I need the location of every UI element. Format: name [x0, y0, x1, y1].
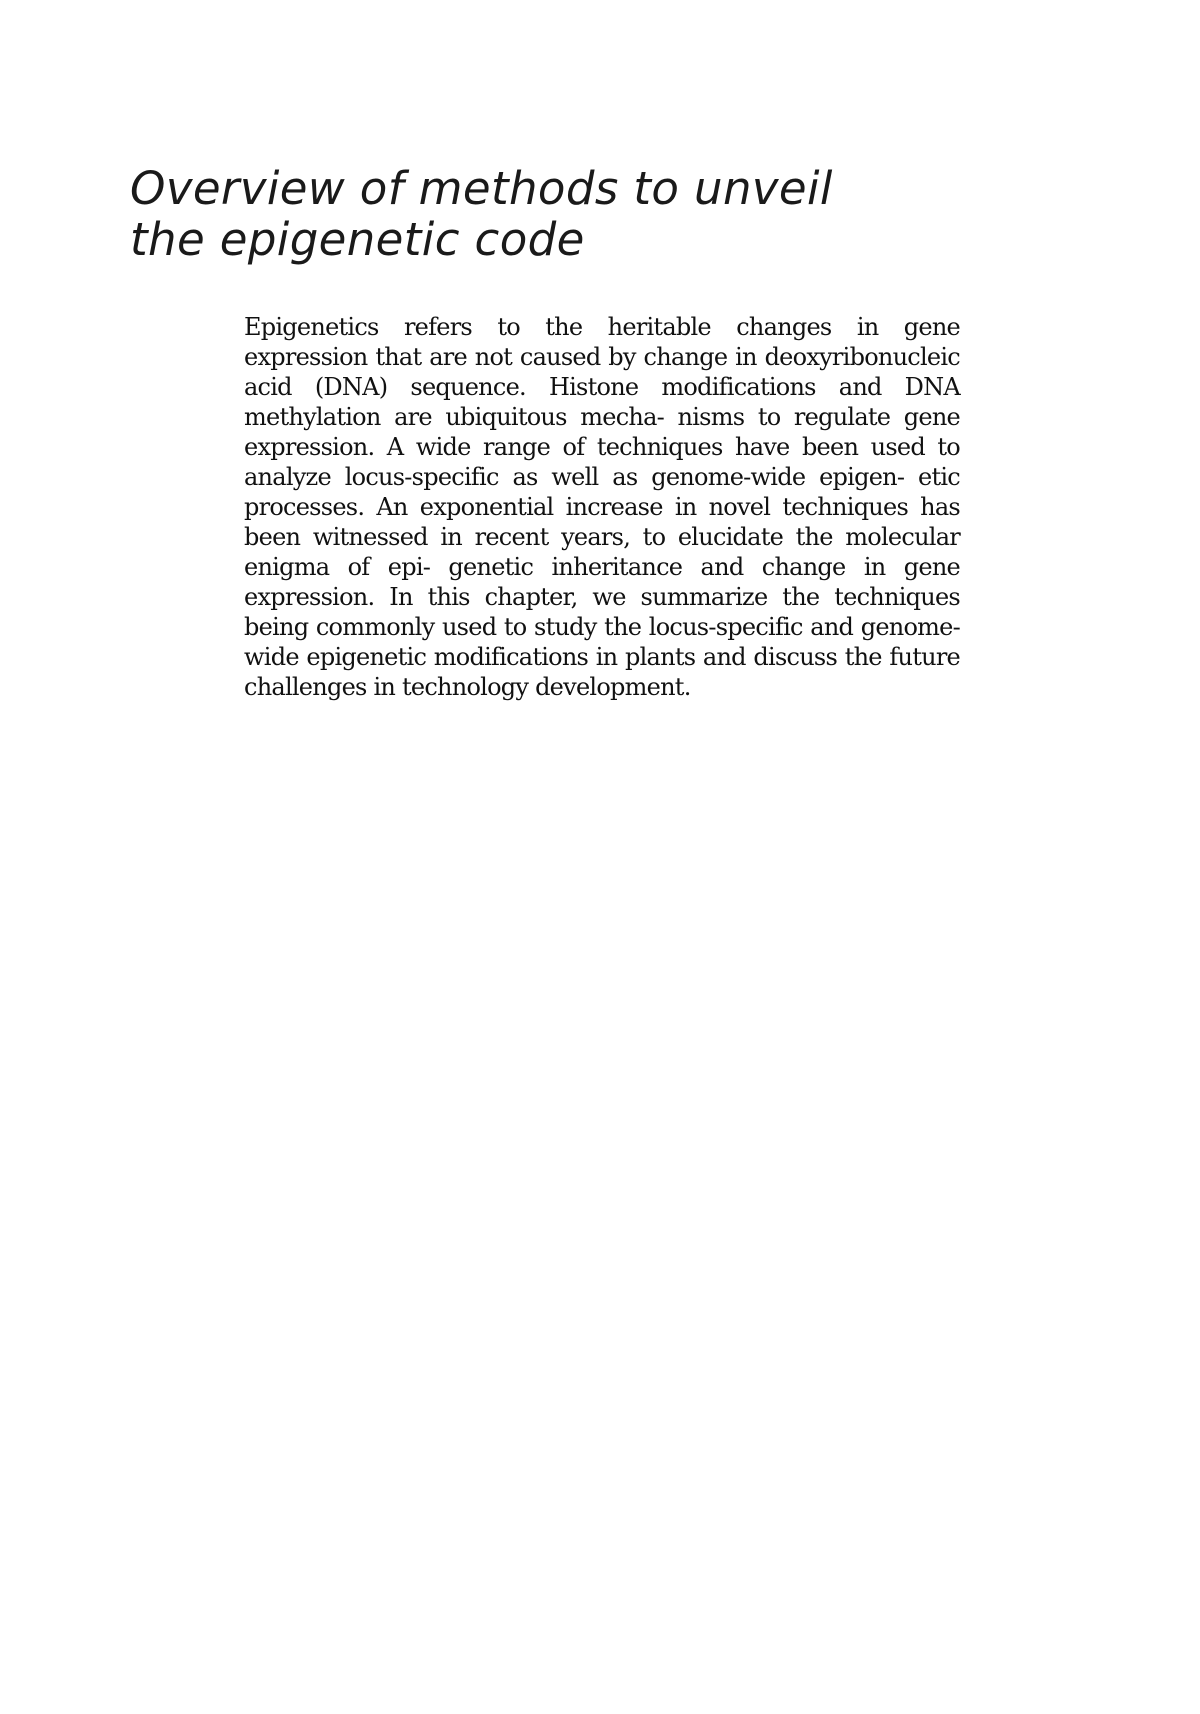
- chapter-title-line-2: the epigenetic code: [130, 213, 585, 266]
- chapter-title: [130, 163, 890, 265]
- chapter-title-line-1: Overview of methods to unveil: [130, 162, 833, 215]
- abstract-paragraph: Epigenetics refers to the heritable changes in gene expression that are not caused by change in deoxyribonucleic acid (DNA) sequence. Histone modifications and DNA methylation are ubiquitous mecha- nisms to regulate gene expression. A wide range of techniques have been used to analyze locus-specific as well as genome-wide epigen- etic processes. An exponential increase in novel techniques has been witnessed in recent years, to elucidate the molecular enigma of epi- genetic inheritance and change in gene expression. In this chapter, we summarize the techniques being commonly used to study the locus-specific and genome-wide epigenetic modifications in plants and discuss the future challenges in technology development.: [244, 313, 960, 701]
